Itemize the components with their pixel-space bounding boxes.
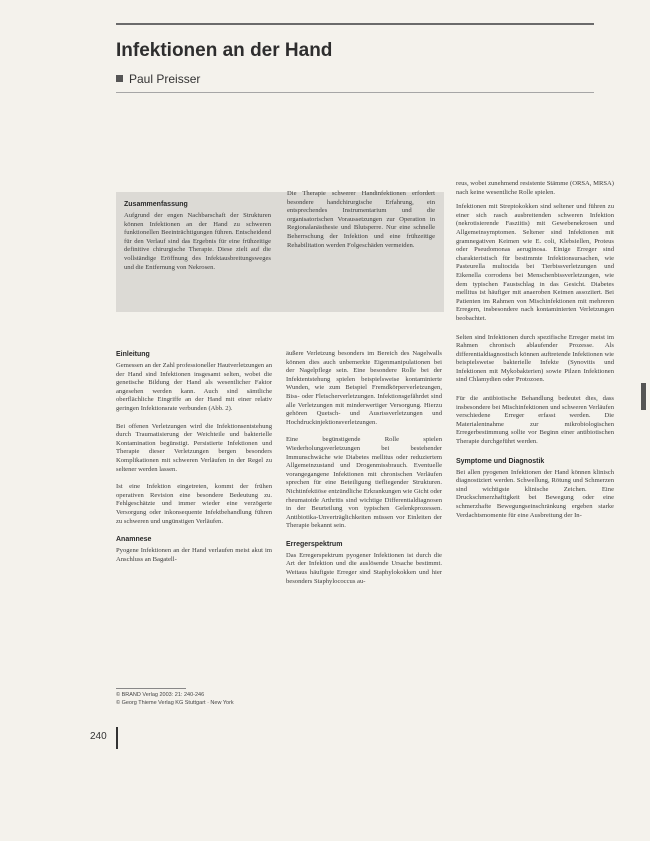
column-1 bbox=[116, 350, 272, 573]
abstract-heading: Zusammenfassung bbox=[124, 201, 188, 208]
section-heading-pathogens: Erregerspektrum bbox=[286, 540, 343, 548]
page-number-bar bbox=[116, 727, 118, 749]
section-heading-anamnesis: Anamnese bbox=[116, 536, 152, 544]
paragraph: Gemessen an der Zahl professioneller Hautverletzungen an der Hand sind Infektionen insgesamt selten, wobei die genetische Bildung der Hand als wesentlicher Faktor angesehen werden kann. Auch sind sämtliche oberflächliche Eingriffe an der Hand mit einer relativ geringen Infektionsrate verbunden (Abb. 2). bbox=[116, 362, 272, 412]
abstract-text-left: Aufgrund der engen Nachbarschaft der Strukturen können Infektionen an der Hand zu schweren funktionellen Beeinträchtigungen führen. Entscheidend für den Verlauf sind das Ergebnis für eine frühzeitige definitive chirurgische Therapie. Diese zielt auf die vollständige Eröffnung des Infektausbreitungsweges und die Entfernung von Nekrosen. bbox=[124, 212, 271, 271]
author-name: Paul Preisser bbox=[129, 72, 201, 86]
paragraph: Das Erregerspektrum pyogener Infektionen ist durch die Art der Infektion und die auslösende Ursache bestimmt. Weitaus häufigste Erreger sind Staphylokokken und hier besonders Staphylococcus au- bbox=[286, 551, 442, 585]
abstract-text-right: Die Therapie schwerer Handinfektionen erfordert besondere handchirurgische Erfahrung, ein entsprechendes Instrumentarium und die organisatorischen Voraussetzungen zur Operation in Regionalanästhesie und Blutsperre. Nur eine schnelle Beherrschung der Infektion und eine frühzeitige Rehabilitation werden Folgeschäden vermeiden. bbox=[287, 190, 435, 249]
paragraph: Bei offenen Verletzungen wird die Infektionsentstehung durch Traumatisierung der Weichteile und bakterielle Kontamination begünstigt. Persistierte Infektionen und Therapie dieser Verletzungen bergen besonders Komplikationen mit schweren Verläufen in der Regel zu seltener werden lassen. bbox=[116, 422, 272, 473]
section-heading-intro: Einleitung bbox=[116, 351, 150, 358]
paragraph: Pyogene Infektionen an der Hand verlaufen meist akut im Anschluss an Bagatell- bbox=[116, 547, 272, 563]
paragraph: Bei allen pyogenen Infektionen der Hand können klinisch diagnostiziert werden. Schwellung, Rötung und Schmerzen sind wichtigste klinische Zeichen. Eine Druckschmerzhaftigkeit bei Bewegung oder eine schmerzhafte Bewegungseinschränkung ergeben starke Verdachtsmomente für eine Ausbreitung der In- bbox=[456, 468, 614, 519]
paragraph: Für die antibiotische Behandlung bedeutet dies, dass insbesondere bei Mischinfektionen und schweren Verläufen verschiedene Erreger erfasst werden. Die Materialentnahme zur mikrobiologischen Erregerbestimmung sollte vor Beginn einer antibiotischen Therapie durchgeführt werden. bbox=[456, 395, 614, 446]
article-title: Infektionen an der Hand bbox=[116, 40, 333, 61]
column-2 bbox=[286, 350, 442, 595]
footnote-rule bbox=[116, 688, 186, 689]
footnote-line: © Georg Thieme Verlag KG Stuttgart · New York bbox=[116, 699, 234, 706]
paragraph: Selten sind Infektionen durch spezifische Erreger meist im Rahmen chronisch ablaufender Prozesse. Als differentialdiagnostisch können auftretende Infektionen wie beispielsweise bakterielle Infekte (Synovitis und Infektionen mit Mykobakterien) sowie Pilzen Infektionen sind Chlamydien oder Protozoen. bbox=[456, 333, 614, 384]
section-heading-symptoms: Symptome und Diagnostik bbox=[456, 457, 545, 465]
paragraph: äußere Verletzung besonders im Bereich des Nagelwalls können dies auch unbemerkte Eigenmanipulationen bei der Nagelpflege sein. Eine besondere Rolle bei der Infektentstehung spielen beispielsweise kontaminierte Wunden, wie zum Beispiel Fremdkörperverletzungen, Biss- oder Fleischerverletzungen. Infektionsgefährdet sind alle Verletzungen mit minderwertiger Versorgung. Hierzu gehören Quetsch- und Ausrissverletzungen und Hochdruckinjektionsverletzungen. bbox=[286, 350, 442, 426]
paragraph: Infektionen mit Streptokokken sind seltener und führen zu einer sich rasch ausbreitenden schweren Infektion (nekrotisierende Fasziitis) mit Gewebenekrosen und Allgemeinsymptomen. Seltener sind Infektionen mit gramnegativen Keimen wie E. coli, Klebsiellen, Proteus oder Pseudomonas aeruginosa. Einige Erreger sind charakteristisch für bestimmte Infektionsursachen, wie Pasteurella multocida bei Tierbissverletzungen und Eikenella corrodens bei Menschenbissverletzungen, wie dem typischen Faustschlag in das Gesicht. Diabetes mellitus ist häufiger mit anaeroben Keimen assoziiert. Bei Patienten im Rahmen von Mischinfektionen mit mehreren Erregern, insbesondere nach kontaminierten Verletzungen beobachtet. bbox=[456, 203, 614, 322]
footnote-line: © BRAND Verlag 2003: 21: 240-246 bbox=[116, 692, 205, 698]
paragraph: Eine begünstigende Rolle spielen Wiederholungsverletzungen bei bestehender Immunschwäche wie Diabetes mellitus oder reduziertem Allgemeinzustand und Drogenmissbrauch. Eventuelle vorangegangene Infektionen mit chronischen Verläufen sprechen für eine Beteiligung tiefliegender Strukturen. Nichtinfektiöse entzündliche Erkrankungen wie Gicht oder rheumatoide Arthritis sind wichtige Differentialdiagnosen in der Beurteilung von typischen Gelenkprozessen. Antibiotika-Unverträglichkeiten müssen vor Einleiten der Therapie bekannt sein. bbox=[286, 436, 442, 530]
author-line bbox=[116, 72, 200, 86]
header-rule bbox=[116, 23, 594, 25]
column-3 bbox=[456, 180, 614, 530]
footnote bbox=[116, 692, 276, 707]
title-rule bbox=[116, 92, 594, 93]
page-number: 240 bbox=[90, 731, 107, 742]
abstract-left bbox=[124, 200, 271, 281]
author-bullet-icon bbox=[116, 75, 123, 82]
abstract-right bbox=[287, 190, 435, 259]
paragraph: Ist eine Infektion eingetreten, kommt der frühen operativen Revision eine besondere Bedeutung zu. Fehlgeschätzte und immer wieder eine verzögerte Versorgung oder inkonsequente Infektbehandlung führen zu schweren und ungünstigen Verläufen. bbox=[116, 483, 272, 525]
paragraph: reus, wobei zunehmend resistente Stämme (ORSA, MRSA) nach keine wesentliche Rolle spielen. bbox=[456, 180, 614, 196]
edge-marker bbox=[641, 383, 646, 410]
